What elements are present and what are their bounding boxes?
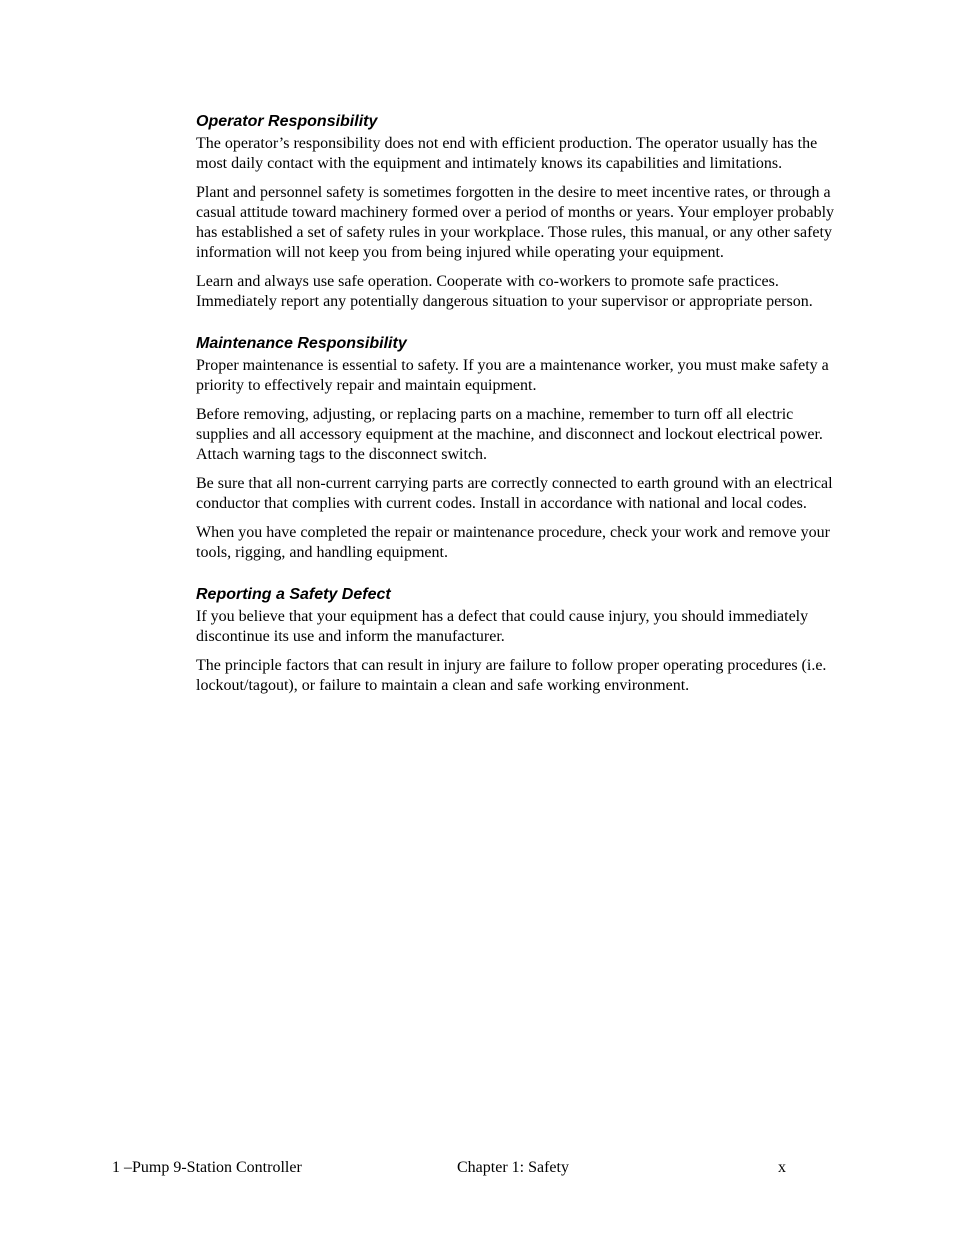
section-heading: Operator Responsibility: [196, 113, 378, 130]
section-maintenance-responsibility: [196, 334, 844, 563]
footer-page-number: x: [778, 1159, 786, 1176]
page-content: [196, 112, 844, 718]
paragraph: Be sure that all non-current carrying parts are correctly connected to earth ground with an electrical conductor that complies with current codes. Install in accordance with national and local codes.: [196, 475, 833, 512]
paragraph: The operator’s responsibility does not end with efficient production. The operator usually has the most daily contact with the equipment and intimately knows its capabilities and limitations.: [196, 135, 818, 172]
paragraph: Learn and always use safe operation. Cooperate with co-workers to promote safe practices. Immediately report any potentially dangerous situation to your supervisor or appropriate person.: [196, 273, 813, 310]
section-operator-responsibility: [196, 112, 844, 312]
footer-chapter: Chapter 1: Safety: [457, 1159, 569, 1176]
section-heading: Maintenance Responsibility: [196, 335, 407, 352]
paragraph: If you believe that your equipment has a defect that could cause injury, you should immediately discontinue its use and inform the manufacturer.: [196, 608, 809, 645]
section-heading: Reporting a Safety Defect: [196, 586, 391, 603]
paragraph: The principle factors that can result in injury are failure to follow proper operating procedures (i.e. lockout/tagout), or failure to maintain a clean and safe working environment.: [196, 657, 827, 694]
paragraph: Before removing, adjusting, or replacing parts on a machine, remember to turn off all electric supplies and all accessory equipment at the machine, and disconnect and lockout electrical power. Attach warning tags to the disconnect switch.: [196, 406, 823, 463]
footer-document-title: 1 –Pump 9-Station Controller: [112, 1159, 302, 1176]
paragraph: Plant and personnel safety is sometimes forgotten in the desire to meet incentive rates, or through a casual attitude toward machinery formed over a period of months or years. Your employer probably has established a set of safety rules in your workplace. Those rules, this manual, or any other safety information will not keep you from being injured while operating your equipment.: [196, 184, 835, 261]
paragraph: Proper maintenance is essential to safety. If you are a maintenance worker, you must make safety a priority to effectively repair and maintain equipment.: [196, 357, 829, 394]
paragraph: When you have completed the repair or maintenance procedure, check your work and remove your tools, rigging, and handling equipment.: [196, 524, 830, 561]
section-reporting-safety-defect: [196, 585, 844, 696]
